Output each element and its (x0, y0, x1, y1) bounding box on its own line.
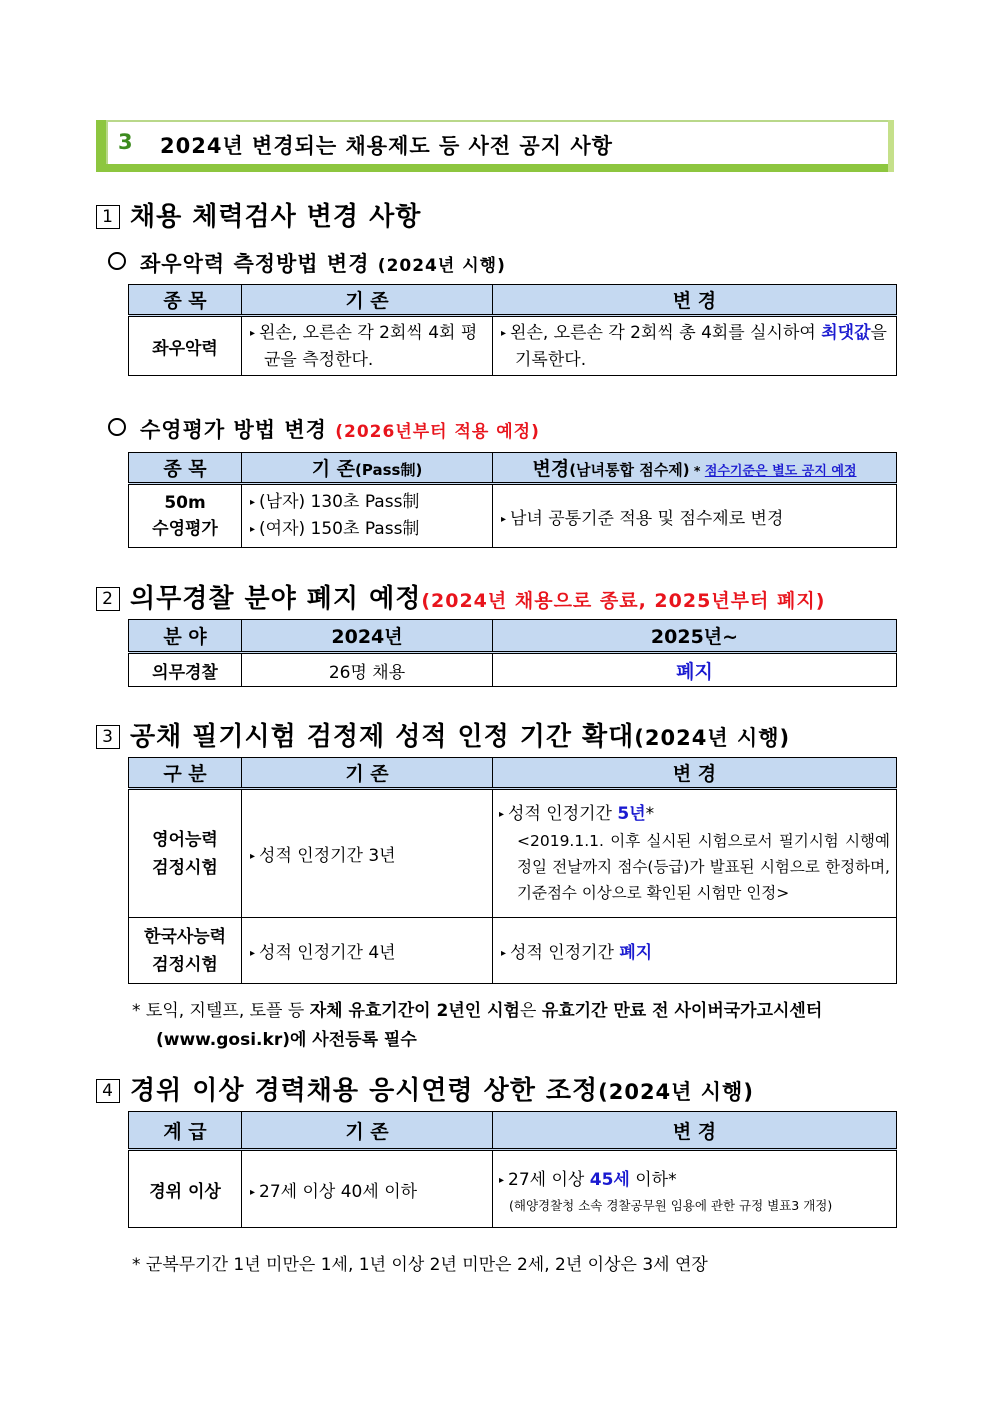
grip-after: ▸ 왼손, 오른손 각 2회씩 총 4회를 실시하여 최댓값을 기록한다. (493, 316, 897, 376)
section4-title-text: 경위 이상 경력채용 응시연령 상한 조정 (130, 1076, 599, 1106)
banner-title: 2024년 변경되는 채용제도 등 사전 공지 사항 (160, 134, 613, 158)
exam-note-line1: * 토익, 지텔프, 토플 등 자체 유효기간이 2년인 시험은 유효기간 만료 전 사이버국가고시센터 (132, 1001, 823, 1021)
police-2025: 폐지 (493, 653, 897, 687)
exam-row2-before: ▸ 성적 인정기간 4년 (242, 918, 493, 984)
grip-table (128, 284, 897, 376)
swim-header-after: 변경(남녀통합 점수제) * 점수기준은 별도 공지 예정 (493, 453, 897, 484)
section2-title-suffix: (2024년 채용으로 종료, 2025년부터 폐지) (421, 590, 826, 612)
exam-row2-after: ▸ 성적 인정기간 폐지 (493, 918, 897, 984)
police-header-2025: 2025년~ (493, 620, 897, 653)
swim-header-before: 기 존(Pass制) (242, 453, 493, 484)
age-after: ▸ 27세 이상 45세 이하* (해양경찰청 소속 경찰공무원 임용에 관한 규정 별표3 개정) (493, 1150, 897, 1228)
age-table (128, 1111, 897, 1228)
swim-header-item: 종 목 (129, 453, 242, 484)
sub2-title-text: 수영평가 방법 변경 (140, 418, 327, 442)
circle-bullet-icon (108, 418, 126, 436)
section1-number: 1 (96, 205, 120, 229)
grip-header-after: 변 경 (493, 285, 897, 316)
section2-title (96, 578, 825, 615)
police-header-item: 분 야 (129, 620, 242, 653)
exam-table (128, 757, 897, 984)
sub1-title-text: 좌우악력 측정방법 변경 (140, 252, 370, 276)
police-2024: 26명 채용 (242, 653, 493, 687)
sub1-title-suffix: (2024년 시행) (377, 256, 506, 276)
police-table (128, 619, 897, 687)
age-note: * 군복무기간 1년 미만은 1세, 1년 이상 2년 미만은 2세, 2년 이상은 3세 연장 (132, 1255, 708, 1275)
section4-title-suffix: (2024년 시행) (598, 1080, 754, 1104)
grip-highlight: 최댓값 (821, 322, 871, 343)
grip-header-item: 종 목 (129, 285, 242, 316)
sub1-title (108, 248, 506, 278)
exam-note-line2: (www.gosi.kr)에 사전등록 필수 (156, 1030, 417, 1050)
section4-number: 4 (96, 1079, 120, 1103)
sub2-title (108, 414, 540, 444)
exam-row2-item: 한국사능력 검정시험 (129, 918, 242, 984)
section3-title-text: 공채 필기시험 검정제 성적 인정 기간 확대 (130, 722, 635, 752)
age-before: ▸ 27세 이상 40세 이하 (242, 1150, 493, 1228)
grip-item: 좌우악력 (129, 316, 242, 376)
section3-title (96, 716, 790, 753)
exam-row2-highlight: 폐지 (619, 943, 653, 963)
exam-row1-before: ▸ 성적 인정기간 3년 (242, 789, 493, 918)
section2-number: 2 (96, 587, 120, 611)
age-highlight: 45세 (589, 1169, 630, 1190)
exam-row1-highlight: 5년 (617, 804, 646, 824)
exam-header-item: 구 분 (129, 758, 242, 789)
age-header-item: 계 급 (129, 1112, 242, 1150)
section2-title-text: 의무경찰 분야 폐지 예정 (130, 584, 422, 614)
swim-before: ▸ (남자) 130초 Pass制 ▸ (여자) 150초 Pass制 (242, 484, 493, 548)
exam-header-after: 변 경 (493, 758, 897, 789)
section3-number: 3 (96, 725, 120, 749)
police-header-2024: 2024년 (242, 620, 493, 653)
exam-row1-note: <2019.1.1. 이후 실시된 시험으로서 필기시험 시행예정일 전날까지 점수(등급)가 발표된 시험으로 한정하며, 기준점수 이상으로 확인된 시험만 인정> (517, 832, 890, 902)
age-item: 경위 이상 (129, 1150, 242, 1228)
swim-after: ▸ 남녀 공통기준 적용 및 점수제로 변경 (493, 484, 897, 548)
section3-title-suffix: (2024년 시행) (634, 726, 791, 750)
police-item: 의무경찰 (129, 653, 242, 687)
swim-item: 50m 수영평가 (129, 484, 242, 548)
exam-row1-item: 영어능력 검정시험 (129, 789, 242, 918)
section1-title (96, 196, 421, 233)
circle-bullet-icon (108, 252, 126, 270)
sub2-title-suffix: (2026년부터 적용 예정) (335, 422, 540, 442)
section-banner (96, 120, 894, 172)
section1-title-text: 채용 체력검사 변경 사항 (130, 202, 422, 232)
section4-title (96, 1070, 754, 1107)
swim-table (128, 452, 897, 548)
grip-before: ▸ 왼손, 오른손 각 2회씩 4회 평균을 측정한다. (242, 316, 493, 376)
age-header-before: 기 존 (242, 1112, 493, 1150)
grip-header-before: 기 존 (242, 285, 493, 316)
banner-number: 3 (118, 130, 133, 154)
exam-header-before: 기 존 (242, 758, 493, 789)
age-header-after: 변 경 (493, 1112, 897, 1150)
age-after-note: (해양경찰청 소속 경찰공무원 임용에 관한 규정 별표3 개정) (509, 1197, 833, 1213)
exam-row1-after: ▸ 성적 인정기간 5년* <2019.1.1. 이후 실시된 시험으로서 필기시험 시행예정일 전날까지 점수(등급)가 발표된 시험으로 한정하며, 기준점수 이상으로 확인된 시험만 인정> (493, 789, 897, 918)
